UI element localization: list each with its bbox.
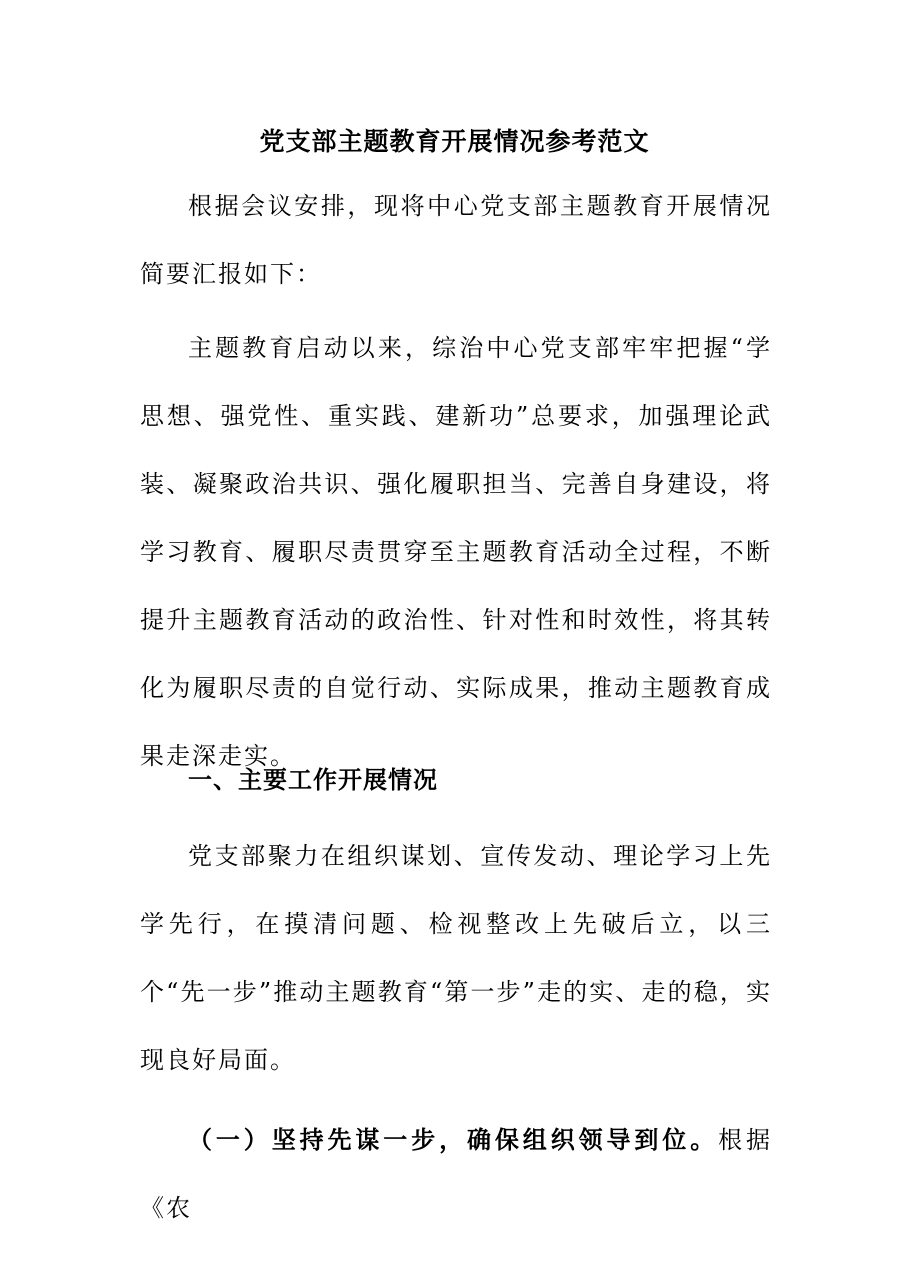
subsection-paragraph xyxy=(140,1106,772,1242)
intro-paragraph: 根据会议安排，现将中心党支部主题教育开展情况简要汇报如下： xyxy=(140,192,772,288)
subsection-text: 根据《农 xyxy=(140,1126,773,1222)
section-heading: 一、主要工作开展情况 xyxy=(188,765,438,794)
subsection-lead: （一）坚持先谋一步，确保组织领导到位。 xyxy=(188,1125,719,1154)
section-paragraph: 党支部聚力在组织谋划、宣传发动、理论学习上先学先行，在摸清问题、检视整改上先破后立，以三个“先一步”推动主题教育“第一步”走的实、走的稳，实现良好局面。 xyxy=(140,842,772,1074)
overview-paragraph: 主题教育启动以来，综治中心党支部牢牢把握“学思想、强党性、重实践、建新功”总要求，加强理论武装、凝聚政治共识、强化履职担当、完善自身建设，将学习教育、履职尽责贯穿至主题教育活动全过程，不断提升主题教育活动的政治性、针对性和时效性，将其转化为履职尽责的自觉行动、实际成果，推动主题教育成果走深走实。 xyxy=(140,334,772,770)
document-title: 党支部主题教育开展情况参考范文 xyxy=(259,127,650,156)
